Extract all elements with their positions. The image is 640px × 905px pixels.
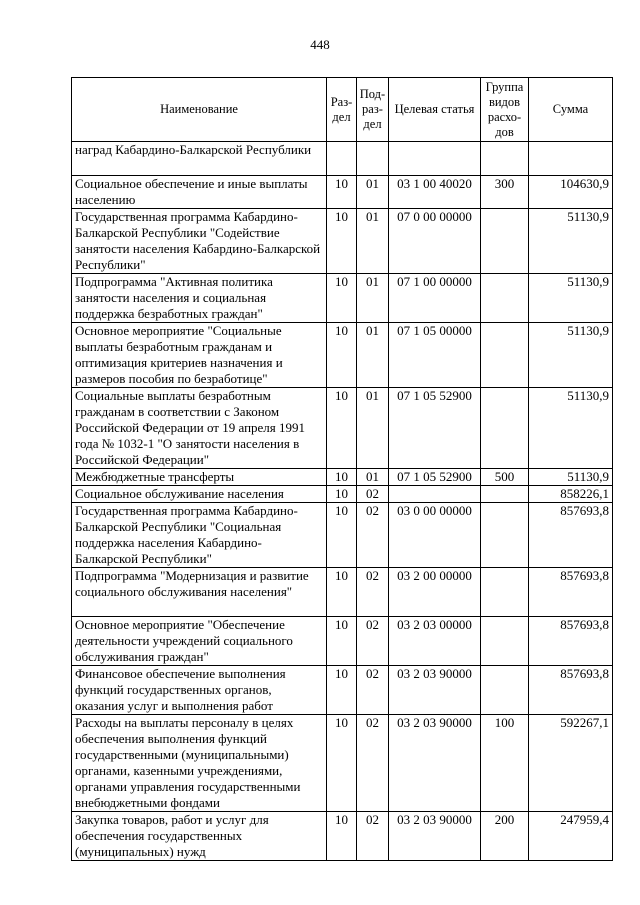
cell-group — [481, 388, 529, 469]
table-row — [72, 142, 613, 176]
cell-article — [389, 142, 481, 176]
table-row — [72, 469, 613, 486]
table-row — [72, 209, 613, 274]
cell-article: 07 1 00 00000 — [389, 274, 481, 323]
cell-name: Государственная программа Кабардино-Балкарской Республики "Содействие занятости населения Кабардино-Балкарской Республики" — [72, 209, 327, 274]
cell-razdel — [327, 142, 357, 176]
cell-razdel: 10 — [327, 568, 357, 617]
cell-name: Основное мероприятие "Обеспечение деятельности учреждений социального обслуживания граждан" — [72, 617, 327, 666]
cell-razdel: 10 — [327, 503, 357, 568]
cell-podrazdel: 02 — [357, 503, 389, 568]
cell-sum: 857693,8 — [529, 666, 613, 715]
cell-sum: 104630,9 — [529, 176, 613, 209]
cell-group — [481, 503, 529, 568]
table-row — [72, 274, 613, 323]
cell-sum: 857693,8 — [529, 503, 613, 568]
cell-podrazdel — [357, 142, 389, 176]
cell-podrazdel: 02 — [357, 617, 389, 666]
table-row — [72, 715, 613, 812]
cell-article: 07 1 05 52900 — [389, 469, 481, 486]
cell-group — [481, 666, 529, 715]
cell-podrazdel: 01 — [357, 469, 389, 486]
cell-group — [481, 617, 529, 666]
cell-name: Основное мероприятие "Социальные выплаты безработным гражданам и оптимизация критериев назначения и размеров пособия по безработице" — [72, 323, 327, 388]
cell-name: наград Кабардино-Балкарской Республики — [72, 142, 327, 176]
cell-group — [481, 142, 529, 176]
cell-name: Закупка товаров, работ и услуг для обеспечения государственных (муниципальных) нужд — [72, 812, 327, 861]
cell-sum: 857693,8 — [529, 568, 613, 617]
cell-razdel: 10 — [327, 715, 357, 812]
cell-podrazdel: 01 — [357, 388, 389, 469]
cell-name: Подпрограмма "Модернизация и развитие социального обслуживания населения" — [72, 568, 327, 617]
cell-podrazdel: 01 — [357, 323, 389, 388]
cell-group — [481, 568, 529, 617]
table-row — [72, 323, 613, 388]
page-number: 448 — [310, 37, 330, 52]
cell-article: 03 2 03 00000 — [389, 617, 481, 666]
cell-group — [481, 209, 529, 274]
table-row — [72, 486, 613, 503]
header-razdel: Раз-дел — [327, 78, 357, 142]
table-row — [72, 176, 613, 209]
cell-podrazdel: 02 — [357, 666, 389, 715]
cell-sum: 51130,9 — [529, 469, 613, 486]
cell-podrazdel: 02 — [357, 486, 389, 503]
header-podrazdel: Под-раз-дел — [357, 78, 389, 142]
table-header-row — [72, 78, 613, 142]
cell-razdel: 10 — [327, 469, 357, 486]
cell-podrazdel: 01 — [357, 209, 389, 274]
header-sum: Сумма — [529, 78, 613, 142]
cell-name: Межбюджетные трансферты — [72, 469, 327, 486]
cell-razdel: 10 — [327, 486, 357, 503]
cell-sum — [529, 142, 613, 176]
table-row — [72, 666, 613, 715]
cell-name: Подпрограмма "Активная политика занятости населения и социальная поддержка безработных граждан" — [72, 274, 327, 323]
cell-sum: 51130,9 — [529, 274, 613, 323]
cell-article: 03 1 00 40020 — [389, 176, 481, 209]
cell-sum: 592267,1 — [529, 715, 613, 812]
cell-name: Государственная программа Кабардино-Балкарской Республики "Социальная поддержка населения Кабардино-Балкарской Республики" — [72, 503, 327, 568]
cell-group — [481, 323, 529, 388]
cell-article: 03 2 03 90000 — [389, 666, 481, 715]
cell-name: Социальные выплаты безработным гражданам в соответствии с Законом Российской Федерации от 19 апреля 1991 года № 1032-1 "О занятости населения в Российской Федерации" — [72, 388, 327, 469]
cell-group: 100 — [481, 715, 529, 812]
header-article: Целевая статья — [389, 78, 481, 142]
cell-podrazdel: 02 — [357, 812, 389, 861]
cell-sum: 247959,4 — [529, 812, 613, 861]
cell-group: 300 — [481, 176, 529, 209]
cell-article: 03 2 00 00000 — [389, 568, 481, 617]
cell-razdel: 10 — [327, 388, 357, 469]
cell-podrazdel: 02 — [357, 715, 389, 812]
cell-sum: 857693,8 — [529, 617, 613, 666]
header-group: Группа видов расхо-дов — [481, 78, 529, 142]
cell-article: 07 0 00 00000 — [389, 209, 481, 274]
table-row — [72, 617, 613, 666]
cell-razdel: 10 — [327, 666, 357, 715]
cell-razdel: 10 — [327, 323, 357, 388]
table-row — [72, 388, 613, 469]
cell-razdel: 10 — [327, 176, 357, 209]
cell-razdel: 10 — [327, 617, 357, 666]
budget-table — [71, 77, 613, 861]
table-row — [72, 812, 613, 861]
cell-sum: 51130,9 — [529, 209, 613, 274]
cell-article: 03 2 03 90000 — [389, 812, 481, 861]
cell-razdel: 10 — [327, 812, 357, 861]
cell-group — [481, 274, 529, 323]
cell-sum: 858226,1 — [529, 486, 613, 503]
cell-name: Социальное обслуживание населения — [72, 486, 327, 503]
table-row — [72, 503, 613, 568]
cell-article — [389, 486, 481, 503]
table-row — [72, 568, 613, 617]
cell-name: Социальное обеспечение и иные выплаты населению — [72, 176, 327, 209]
cell-article: 07 1 05 00000 — [389, 323, 481, 388]
header-name: Наименование — [72, 78, 327, 142]
cell-podrazdel: 01 — [357, 176, 389, 209]
cell-group — [481, 486, 529, 503]
cell-group: 200 — [481, 812, 529, 861]
cell-article: 07 1 05 52900 — [389, 388, 481, 469]
cell-sum: 51130,9 — [529, 323, 613, 388]
cell-podrazdel: 01 — [357, 274, 389, 323]
cell-razdel: 10 — [327, 274, 357, 323]
cell-article: 03 0 00 00000 — [389, 503, 481, 568]
cell-razdel: 10 — [327, 209, 357, 274]
cell-group: 500 — [481, 469, 529, 486]
cell-podrazdel: 02 — [357, 568, 389, 617]
cell-article: 03 2 03 90000 — [389, 715, 481, 812]
cell-name: Расходы на выплаты персоналу в целях обеспечения выполнения функций государственными (муниципальными) органами, казенными учреждениями, органами управления государственными внебюджетными фондами — [72, 715, 327, 812]
cell-name: Финансовое обеспечение выполнения функций государственных органов, оказания услуг и выполнения работ — [72, 666, 327, 715]
cell-sum: 51130,9 — [529, 388, 613, 469]
